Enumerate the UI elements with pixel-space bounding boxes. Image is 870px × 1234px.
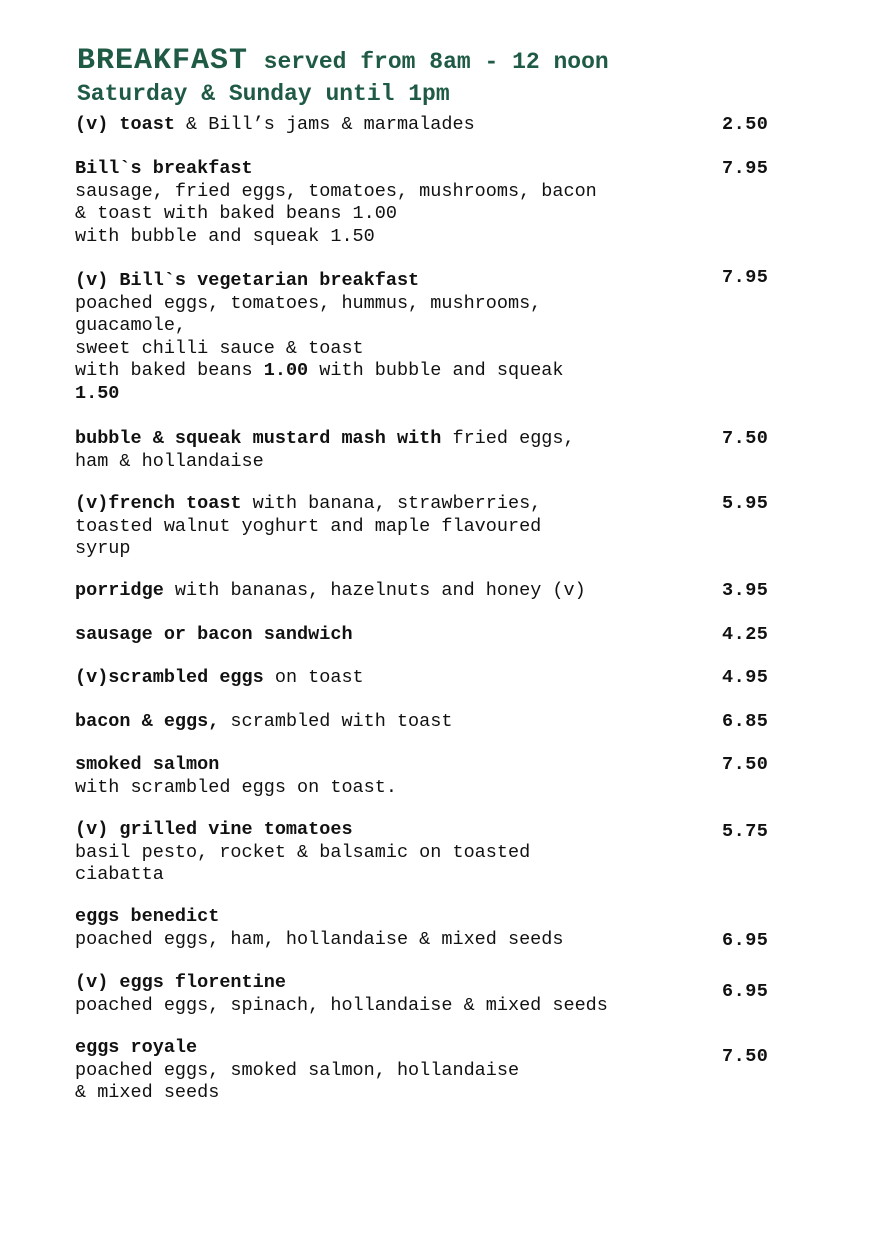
menu-item [75,158,675,248]
item-description: poached eggs, spinach, hollandaise & mixed seeds [75,994,608,1016]
menu-item [75,428,675,473]
item-price: 4.25 [722,624,769,645]
item-description-tail: with bubble and squeak [308,360,564,381]
item-description: on toast [263,667,364,688]
item-description: basil pesto, rocket & balsamic on toasted ciabatta [75,841,531,885]
menu-item [75,580,675,603]
item-name: porridge [75,580,164,601]
item-description: with banana, strawberries, toasted walnut yoghurt and maple flavoured syrup [75,493,542,559]
menu-item [75,270,675,405]
menu-title: BREAKFAST [77,44,249,78]
item-name: bubble & squeak mustard mash with [75,428,442,449]
item-name: (v) eggs florentine [75,972,286,993]
item-price: 2.50 [722,114,769,135]
item-name: Bill`s breakfast [75,158,253,179]
item-price: 4.95 [722,667,769,688]
item-name: (v)scrambled eggs [75,667,264,688]
item-description: poached eggs, ham, hollandaise & mixed seeds [75,928,564,950]
item-name: (v) grilled vine tomatoes [75,819,353,840]
item-name: eggs royale [75,1037,198,1058]
item-price: 7.50 [722,428,769,449]
weekend-hours: Saturday & Sunday until 1pm [77,81,450,107]
item-description-bold: 1.00 [263,360,309,381]
item-name: (v) Bill`s vegetarian breakfast [75,270,420,291]
item-description: & Bill’s jams & marmalades [174,114,475,135]
menu-item [75,711,675,734]
item-description: with scrambled eggs on toast. [75,776,397,798]
item-price: 6.95 [722,930,769,951]
item-price: 3.95 [722,580,769,601]
menu-item [75,906,675,951]
item-description-bold: 1.50 [75,382,120,404]
menu-item [75,667,675,690]
menu-item [75,754,675,799]
serving-hours: served from 8am - 12 noon [263,49,609,75]
item-price: 7.50 [722,1046,769,1067]
menu-item [75,972,675,1017]
menu-title-row [77,44,609,78]
item-price: 7.50 [722,754,769,775]
menu-item [75,114,675,137]
menu-item [75,624,675,647]
item-price: 6.95 [722,981,769,1002]
item-price: 5.95 [722,493,769,514]
menu-item [75,493,675,561]
item-description: scrambled with toast [219,711,453,732]
item-description: poached eggs, tomatoes, hummus, mushrooms, guacamole, sweet chilli sauce & toast with baked beans [75,292,542,381]
item-price: 7.95 [722,158,769,179]
item-price: 7.95 [722,267,769,288]
item-price: 5.75 [722,821,769,842]
item-description: poached eggs, smoked salmon, hollandaise & mixed seeds [75,1059,520,1103]
item-name: bacon & eggs, [75,711,220,732]
item-price: 6.85 [722,711,769,732]
item-name: eggs benedict [75,906,220,927]
item-name: (v) toast [75,114,175,135]
item-description: with bananas, hazelnuts and honey (v) [163,580,586,601]
item-name: smoked salmon [75,754,220,775]
menu-item [75,1037,675,1105]
item-description: fried eggs, ham & hollandaise [75,428,575,472]
item-description: sausage, fried eggs, tomatoes, mushrooms, bacon & toast with baked beans 1.00 with bubble and squeak 1.50 [75,180,597,247]
item-name: sausage or bacon sandwich [75,624,353,645]
item-name: (v)french toast [75,493,242,514]
menu-item [75,819,675,887]
